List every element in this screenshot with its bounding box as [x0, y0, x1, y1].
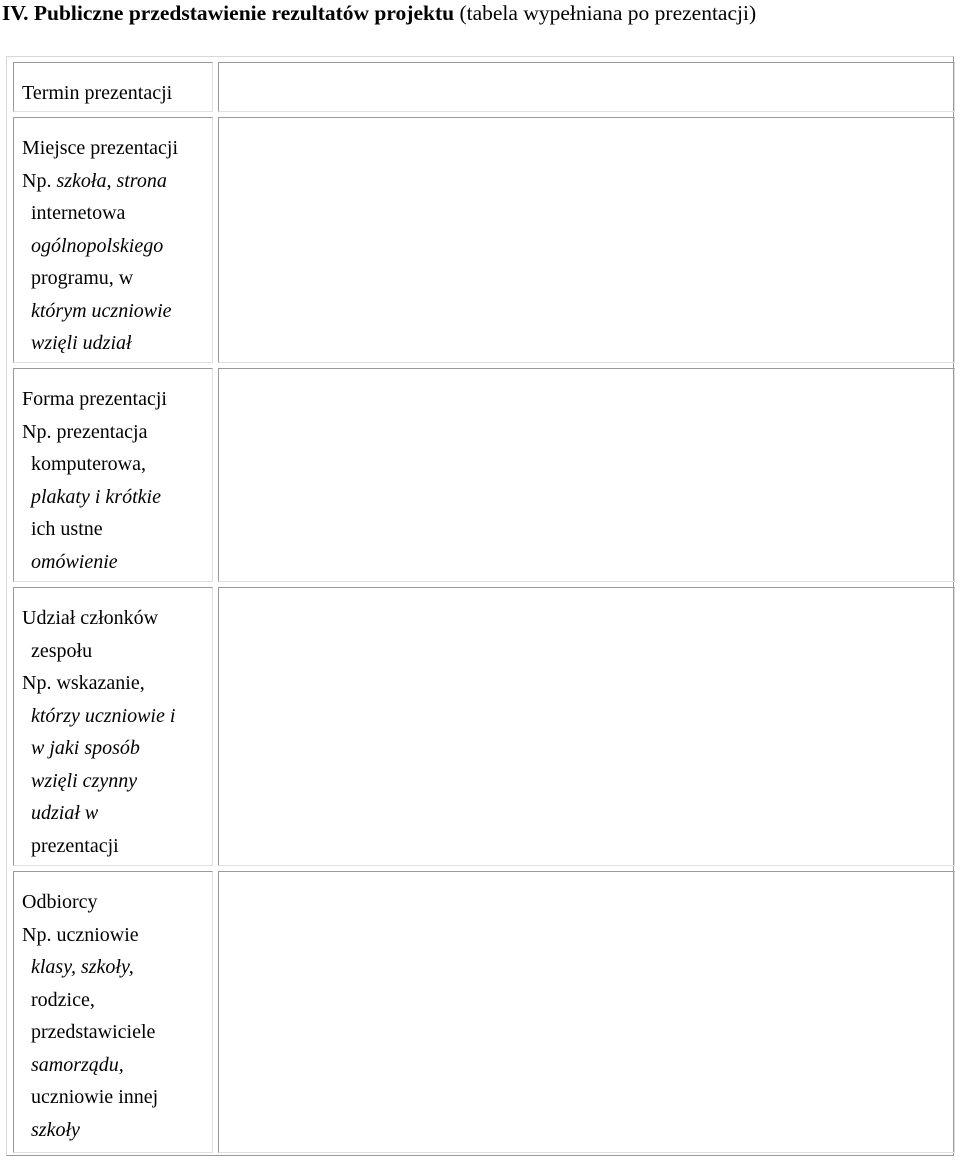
label-line: którzy uczniowie i: [31, 704, 176, 727]
label-text: [22, 602, 212, 862]
presentation-table: [6, 56, 954, 1156]
label-line: ogólnopolskiego: [31, 234, 164, 257]
label-line-tail: szkoła, strona: [56, 169, 167, 192]
label-text: [22, 886, 212, 1146]
section-heading-bold: IV. Publiczne przedstawienie rezultatów projektu: [2, 1, 455, 25]
label-text: [22, 77, 212, 110]
label-cell-odbiorcy: [13, 871, 213, 1153]
section-heading: [2, 0, 958, 40]
label-line: [22, 165, 212, 198]
label-line-prefix: Np.: [22, 169, 57, 192]
label-cell-termin: [13, 62, 213, 112]
label-line: którym uczniowie: [31, 299, 172, 322]
label-line: internetowa: [31, 202, 126, 224]
label-line: Miejsce prezentacji: [22, 137, 179, 159]
label-line: wzięli udział: [31, 332, 132, 354]
label-cell-udzial: [13, 587, 213, 866]
label-line: Udział członków: [22, 607, 159, 629]
label-cell-miejsce: [13, 117, 213, 363]
label-line: omówienie: [31, 550, 118, 573]
label-line: Forma prezentacji: [22, 388, 167, 410]
label-line: samorządu,: [31, 1053, 124, 1076]
label-line: udział w: [31, 802, 99, 824]
label-line: przedstawiciele: [31, 1021, 156, 1043]
label-text: [22, 383, 212, 578]
label-line: w jaki sposób: [31, 737, 140, 759]
section-heading-note: (tabela wypełniana po prezentacji): [454, 1, 757, 25]
label-line: programu, w: [31, 267, 134, 289]
label-line: klasy, szkoły,: [31, 956, 134, 978]
label-line: wzięli czynny: [31, 769, 138, 792]
value-cell-udzial[interactable]: [218, 587, 955, 866]
label-line: Np. uczniowie: [22, 923, 139, 946]
value-cell-termin[interactable]: [218, 62, 955, 112]
label-line: Termin prezentacji: [22, 82, 173, 104]
label-line: Np. prezentacja: [22, 420, 148, 443]
value-cell-forma[interactable]: [218, 368, 955, 582]
label-line: szkoły: [31, 1118, 80, 1141]
label-line: Np. wskazanie,: [22, 672, 145, 694]
label-line: Odbiorcy: [22, 891, 98, 913]
label-line: ich ustne: [31, 518, 103, 540]
label-line: prezentacji: [31, 834, 119, 857]
label-text: [22, 132, 212, 360]
value-cell-odbiorcy[interactable]: [218, 871, 955, 1153]
label-line: rodzice,: [31, 988, 95, 1011]
value-cell-miejsce[interactable]: [218, 117, 955, 363]
label-line: komputerowa,: [31, 453, 146, 475]
label-line: zespołu: [31, 639, 93, 662]
label-line: uczniowie innej: [31, 1086, 159, 1108]
label-cell-forma: [13, 368, 213, 582]
label-line: plakaty i krótkie: [31, 485, 161, 508]
